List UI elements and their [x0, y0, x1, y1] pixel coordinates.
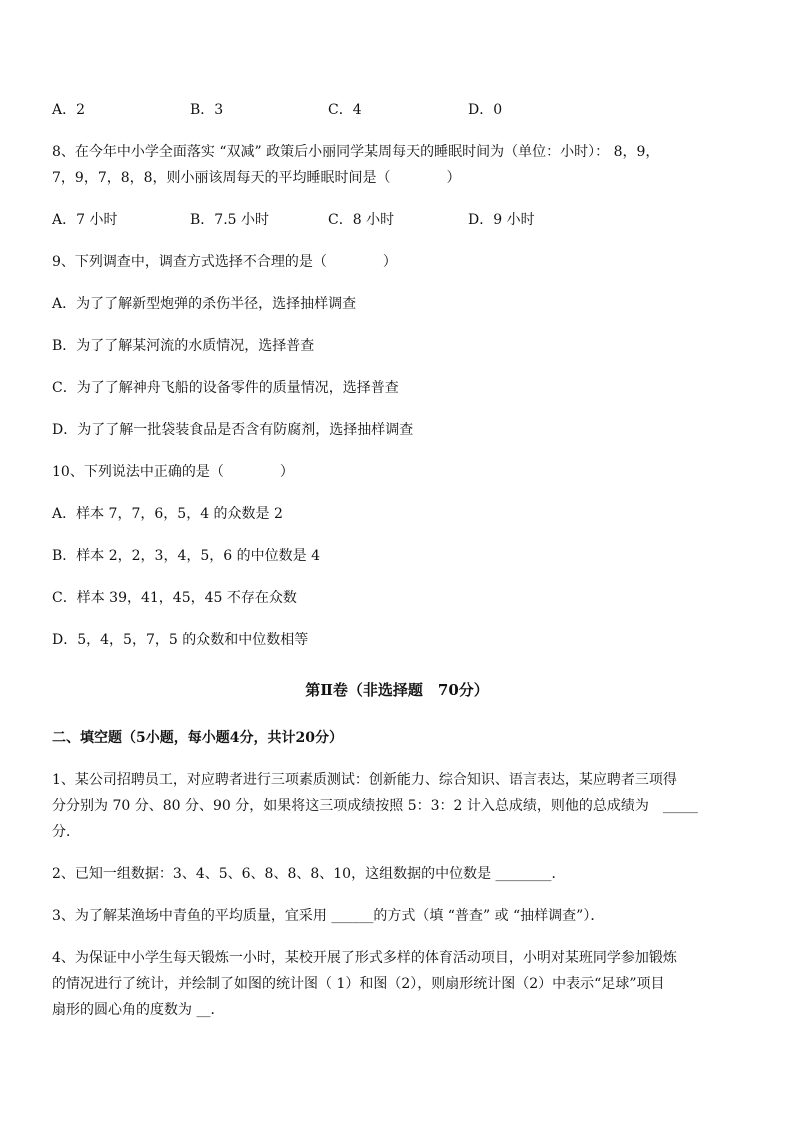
q10-option-c: C．样本 39，41，45，45 不存在众数: [52, 590, 297, 606]
q9-option-c: C．为了了解神舟飞船的设备零件的质量情况，选择普查: [52, 380, 399, 396]
q8-option-c: C．8 小时: [328, 212, 395, 228]
q7-option-b: B．3: [190, 102, 224, 118]
fill-q1-line1: 1、某公司招聘员工，对应聘者进行三项素质测试：创新能力、综合知识、语言表达，某应聘者三项得: [52, 772, 677, 788]
q9-option-b: B．为了了解某河流的水质情况，选择普查: [52, 338, 315, 354]
q8-option-d: D．9 小时: [468, 212, 535, 228]
q7-option-c: C．4: [328, 102, 362, 118]
part2-title: 第Ⅱ卷（非选择题 70分）: [305, 681, 489, 699]
q10-option-b: B．样本 2，2，3，4，5，6 的中位数是 4: [52, 548, 320, 564]
fill-q1-line2: 分分别为 70 分、80 分、90 分，如果将这三项成绩按照 5：3：2 计入总成绩，则他的总成绩为 _____: [52, 798, 698, 814]
fill-q4-line2: 的情况进行了统计，并绘制了如图的统计图（ 1）和图（2），则扇形统计图（2）中表示“足球”项目: [52, 976, 665, 992]
fill-q4-line3: 扇形的圆心角的度数为 __．: [52, 1002, 225, 1018]
q7-options: [52, 100, 612, 120]
q7-option-a: A．2: [52, 102, 86, 118]
q8-option-b: B．7.5 小时: [190, 212, 270, 228]
q8-stem-line1: 8、在今年中小学全面落实 “双减” 政策后小丽同学某周每天的睡眠时间为（单位：小时）： 8，9，: [52, 144, 660, 160]
q8-stem-line2: 7，9，7，8，8，则小丽该周每天的平均睡眠时间是（ ）: [52, 170, 461, 186]
fill-q4-line1: 4、为保证中小学生每天锻炼一小时，某校开展了形式多样的体育活动项目，小明对某班同学参加锻炼: [52, 950, 677, 966]
fill-section-heading: 二、填空题（5小题，每小题4分，共计20分）: [52, 730, 343, 746]
fill-q1-line3: 分．: [52, 824, 80, 840]
q10-option-d: D．5，4，5，7，5 的众数和中位数相等: [52, 632, 309, 648]
q9-stem: 9、下列调查中，调查方式选择不合理的是（ ）: [52, 254, 397, 270]
q9-option-d: D．为了了解一批袋装食品是否含有防腐剂，选择抽样调查: [52, 422, 414, 438]
fill-q2: 2、已知一组数据：3、4、5、6、8、8、8、10，这组数据的中位数是 ________．: [52, 866, 566, 882]
q10-stem: 10、下列说法中正确的是（ ）: [52, 464, 294, 480]
q8-options: [52, 210, 612, 230]
q8-option-a: A．7 小时: [52, 212, 118, 228]
q10-option-a: A．样本 7，7，6，5，4 的众数是 2: [52, 506, 283, 522]
q9-option-a: A．为了了解新型炮弹的杀伤半径，选择抽样调查: [52, 296, 357, 312]
fill-q3: 3、为了解某渔场中青鱼的平均质量，宜采用 ______的方式（填 “普查” 或 “抽样调查”）．: [52, 908, 605, 924]
q7-option-d: D．0: [468, 102, 503, 118]
